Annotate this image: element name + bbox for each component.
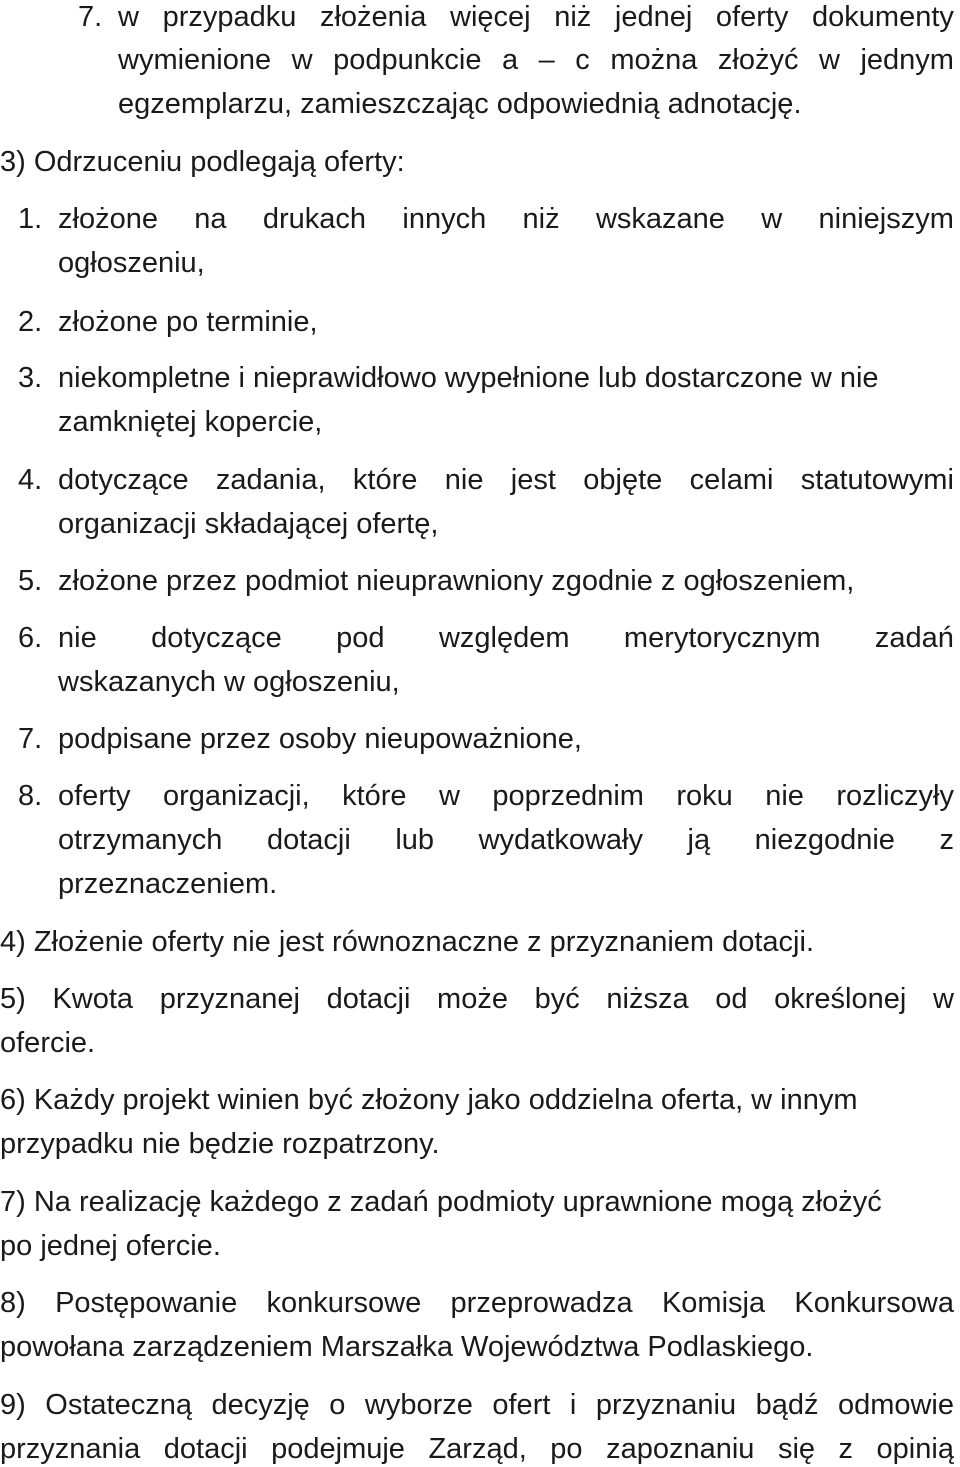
word: po	[550, 1433, 583, 1465]
word: więcej	[450, 1, 531, 33]
paragraph-line	[0, 1286, 954, 1320]
word: rozliczyły	[836, 780, 954, 812]
word: w	[761, 203, 783, 235]
word: przyznania	[0, 1433, 141, 1465]
paragraph-line: 6) Każdy projekt winien być złożony jako oddzielna oferta, w innym	[0, 1084, 858, 1116]
paragraph-line: 7) Na realizację każdego z zadań podmioty uprawnione mogą złożyć	[0, 1186, 882, 1218]
word: zadania,	[215, 464, 326, 496]
word: dotacji	[326, 983, 411, 1015]
word: można	[610, 44, 698, 76]
list-item-line: organizacji składającej ofertę,	[58, 508, 439, 540]
word: dotyczące	[151, 622, 282, 654]
word: przyznanej	[159, 983, 300, 1015]
word: złożyć	[717, 44, 799, 76]
word: oferty	[715, 1, 789, 33]
word: statutowymi	[800, 464, 954, 496]
word: wymienione	[118, 44, 272, 76]
word: a	[501, 44, 519, 76]
word: niezgodnie	[754, 824, 895, 856]
list-number: 6.	[18, 622, 43, 654]
word: objęte	[583, 464, 663, 496]
paragraph-line: egzemplarzu, zamieszczając odpowiednią adnotację.	[118, 88, 802, 120]
word: względem	[438, 622, 570, 654]
word: z	[939, 824, 954, 856]
word: o	[329, 1389, 346, 1421]
list-number: 7.	[18, 723, 43, 755]
word: –	[538, 44, 555, 76]
word: przypadku	[162, 1, 297, 33]
word: jednym	[860, 44, 954, 76]
word: Kwota	[52, 983, 134, 1015]
word: i	[569, 1389, 577, 1421]
word: nie	[765, 780, 804, 812]
word: 9)	[0, 1389, 26, 1421]
word: przeprowadza	[450, 1287, 633, 1319]
list-item-line: podpisane przez osoby nieupoważnione,	[58, 723, 582, 755]
word: celami	[689, 464, 774, 496]
word: jest	[510, 464, 556, 496]
word: na	[194, 203, 227, 235]
word: dotacji	[266, 824, 351, 856]
list-item-line: złożone przez podmiot nieuprawniony zgodnie z ogłoszeniem,	[58, 565, 855, 597]
list-item-line: ogłoszeniu,	[58, 247, 205, 279]
word: 8)	[0, 1287, 26, 1319]
word: niż	[522, 203, 560, 235]
list-item-line: przeznaczeniem.	[58, 868, 278, 900]
word: wydatkowały	[478, 824, 643, 856]
word: które	[342, 780, 407, 812]
word: podpunkcie	[333, 44, 482, 76]
paragraph-line: 4) Złożenie oferty nie jest równoznaczne z przyznaniem dotacji.	[0, 926, 814, 958]
list-item-line	[58, 202, 954, 236]
paragraph-line	[0, 1432, 954, 1466]
word: wyborze	[364, 1389, 473, 1421]
list-number: 4.	[18, 464, 43, 496]
word: otrzymanych	[58, 824, 223, 856]
word: c	[575, 44, 590, 76]
list-number: 5.	[18, 565, 43, 597]
word: dotacji	[163, 1433, 248, 1465]
word: być	[534, 983, 580, 1015]
list-number: 8.	[18, 780, 43, 812]
paragraph-line: powołana zarządzeniem Marszałka Województwa Podlaskiego.	[0, 1331, 814, 1363]
word: ją	[687, 824, 711, 856]
list-item-line	[58, 621, 954, 655]
paragraph-line	[0, 1388, 954, 1422]
word: bądź	[755, 1389, 819, 1421]
word: dokumenty	[812, 1, 954, 33]
word: niższa	[606, 983, 689, 1015]
word: oferty	[58, 780, 131, 812]
word: w	[291, 44, 313, 76]
word: zapoznaniu	[606, 1433, 755, 1465]
word: w	[932, 983, 954, 1015]
word: które	[352, 464, 418, 496]
word: 5)	[0, 983, 26, 1015]
list-item-line	[58, 823, 954, 857]
section-heading: 3) Odrzuceniu podlegają oferty:	[0, 146, 405, 178]
word: od	[715, 983, 748, 1015]
word: decyzję	[211, 1389, 310, 1421]
word: Postępowanie	[55, 1287, 238, 1319]
word: organizacji,	[162, 780, 310, 812]
word: niniejszym	[818, 203, 954, 235]
list-number: 3.	[18, 362, 43, 394]
list-number: 2.	[18, 306, 43, 338]
word: w	[818, 44, 840, 76]
word: podejmuje	[271, 1433, 405, 1465]
word: niż	[554, 1, 592, 33]
word: pod	[336, 622, 385, 654]
paragraph-line	[0, 982, 954, 1016]
word: może	[437, 983, 508, 1015]
word: ofert	[492, 1389, 551, 1421]
list-item-line	[58, 463, 954, 497]
word: Komisja	[661, 1287, 766, 1319]
word: w	[439, 780, 460, 812]
list-number: 1.	[18, 203, 43, 235]
list-item-line: złożone po terminie,	[58, 306, 318, 338]
word: określonej	[774, 983, 907, 1015]
word: drukach	[262, 203, 367, 235]
word: w	[118, 1, 139, 33]
word: merytorycznym	[623, 622, 821, 654]
word: zadań	[874, 622, 954, 654]
word: Ostateczną	[45, 1389, 192, 1421]
paragraph-line: ofercie.	[0, 1027, 96, 1059]
word: złożenia	[319, 1, 427, 33]
word: konkursowe	[266, 1287, 422, 1319]
word: złożone	[58, 203, 158, 235]
paragraph-line: przypadku nie będzie rozpatrzony.	[0, 1128, 440, 1160]
list-number: 7.	[78, 1, 103, 33]
paragraph-line	[118, 0, 954, 34]
word: innych	[402, 203, 487, 235]
word: z	[838, 1433, 854, 1465]
list-item-line: niekompletne i nieprawidłowo wypełnione lub dostarczone w nie	[58, 362, 879, 394]
word: wskazane	[595, 203, 725, 235]
word: nie	[58, 622, 97, 654]
list-item-line: zamkniętej kopercie,	[58, 406, 323, 438]
word: się	[777, 1433, 816, 1465]
word: opinią	[876, 1433, 954, 1465]
word: dotyczące	[58, 464, 189, 496]
word: Zarząd,	[428, 1433, 527, 1465]
word: Konkursowa	[794, 1287, 954, 1319]
paragraph-line	[118, 43, 954, 77]
word: lub	[395, 824, 435, 856]
word: jednej	[614, 1, 693, 33]
word: nie	[444, 464, 484, 496]
word: odmowie	[837, 1389, 954, 1421]
list-item-line	[58, 779, 954, 813]
word: poprzednim	[492, 780, 644, 812]
word: przyznaniu	[595, 1389, 737, 1421]
list-item-line: wskazanych w ogłoszeniu,	[58, 666, 400, 698]
word: roku	[676, 780, 733, 812]
paragraph-line: po jednej ofercie.	[0, 1230, 221, 1262]
